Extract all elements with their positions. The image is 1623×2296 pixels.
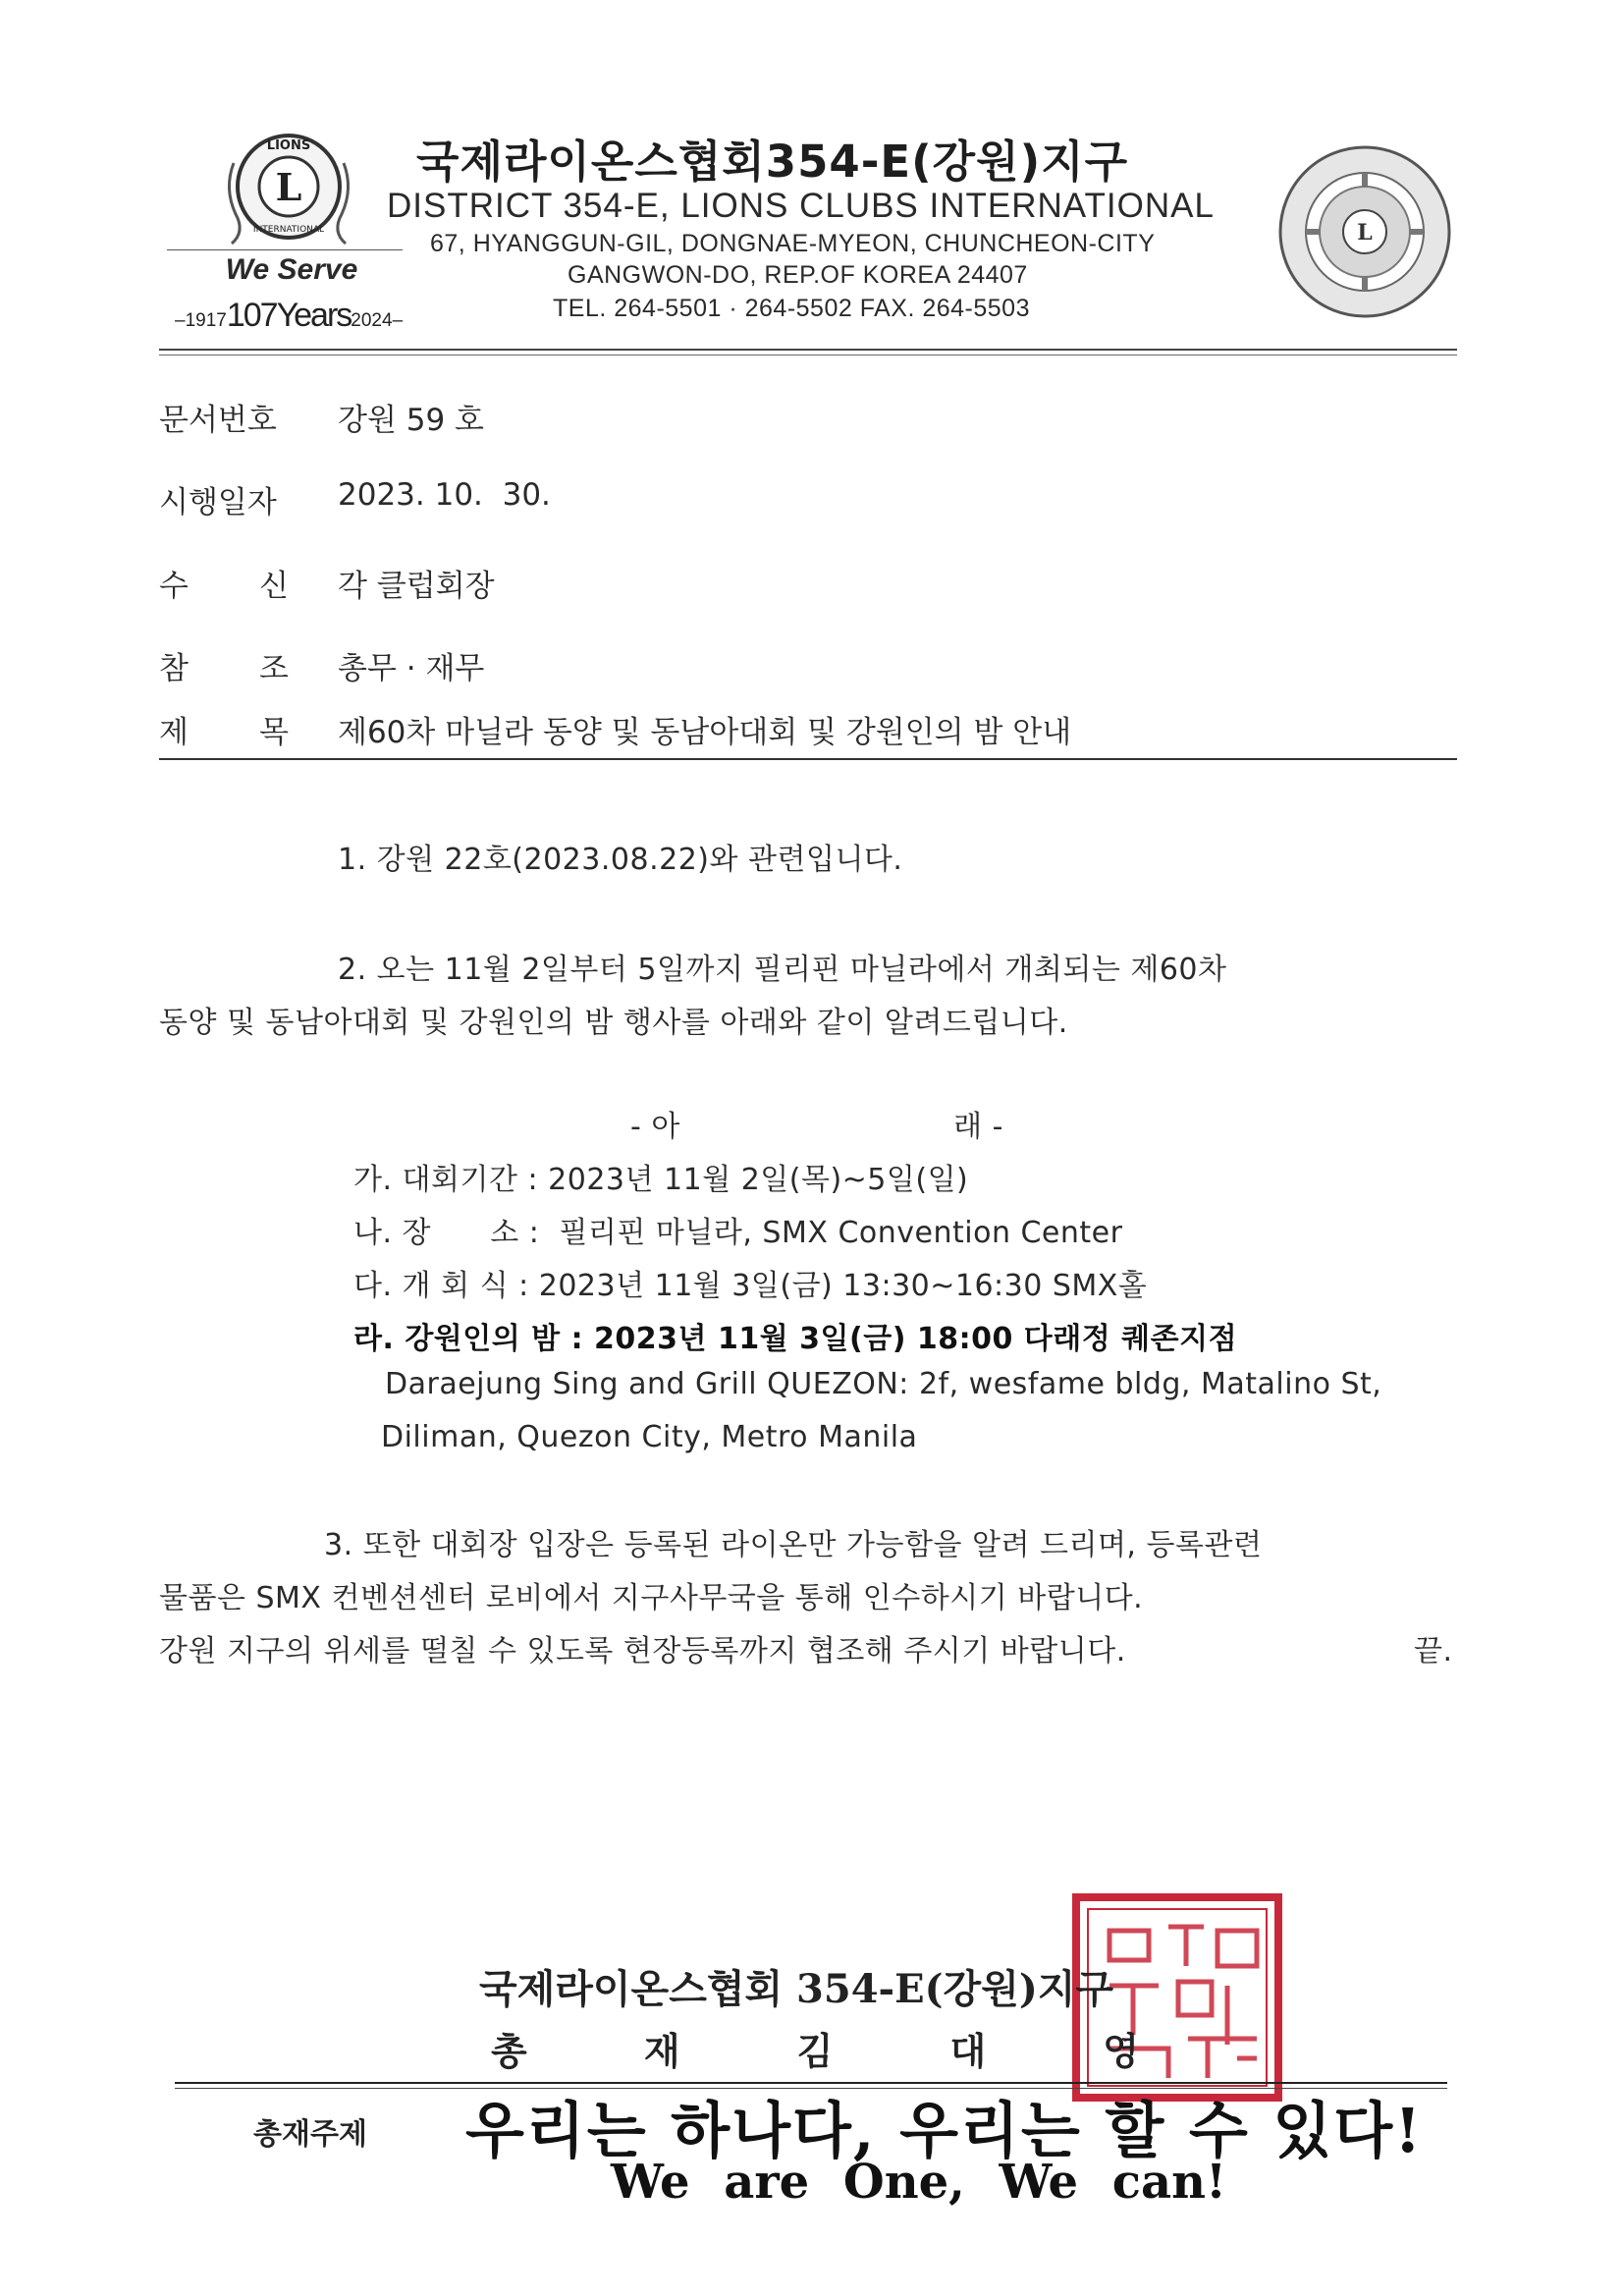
we-serve-divider (167, 249, 403, 250)
item-4-address-1: Daraejung Sing and Grill QUEZON: 2f, wesfame bldg, Matalino St, (385, 1367, 1382, 1401)
subject-label: 제 목 (159, 715, 289, 750)
address-line-1: 67, HYANGGUN-GIL, DONGNAE-MYEON, CHUNCHEON-CITY (430, 230, 1156, 257)
notice-heading: - 아 래 - (630, 1110, 1003, 1144)
item-gangwon-night: 라. 강원인의 밤 : 2023년 11월 3일(금) 18:00 다래정 퀘존지점 (353, 1322, 1238, 1356)
end-mark: 끝. (1414, 1634, 1453, 1668)
svg-text:L: L (275, 165, 302, 209)
issue-date-value: 2023. 10. 30. (338, 477, 551, 513)
subject-rule (159, 758, 1457, 760)
motto-english: We are One, We can! (611, 2155, 1227, 2210)
reference-label: 참 조 (159, 651, 289, 686)
paragraph-2-line-2: 동양 및 동남아대회 및 강원인의 밤 행사를 아래와 같이 알려드립니다. (159, 1006, 1068, 1040)
doc-number-value: 강원 59 호 (338, 403, 484, 438)
recipient-label: 수 신 (159, 569, 289, 604)
paragraph-2-line-1: 2. 오는 11월 2일부터 5일까지 필리핀 마닐라에서 개최되는 제60차 (338, 953, 1227, 987)
address-line-2: GANGWON-DO, REP.OF KOREA 24407 (568, 261, 1028, 289)
sender-organization: 국제라이온스협회 354-E(강원)지구 (479, 1966, 1114, 2012)
item-period: 가. 대회기간 : 2023년 11월 2일(목)~5일(일) (353, 1163, 969, 1197)
paragraph-3-line-3: 강원 지구의 위세를 떨칠 수 있도록 현장등록까지 협조해 주시기 바랍니다. (159, 1634, 1126, 1668)
item-4-address-2: Diliman, Quezon City, Metro Manila (381, 1420, 918, 1454)
paragraph-3-line-1: 3. 또한 대회장 입장은 등록된 라이온만 가능함을 알려 드리며, 등록관련 (324, 1528, 1263, 1562)
svg-text:INTERNATIONAL: INTERNATIONAL (252, 225, 325, 235)
contact-line: TEL. 264-5501 · 264-5502 FAX. 264-5503 (553, 295, 1030, 322)
lions-emblem-left (222, 124, 355, 251)
governor-name-line: 총 재 김 대 영 (491, 2029, 1139, 2073)
motto-label: 총재주제 (253, 2117, 367, 2152)
item-venue: 나. 장 소 : 필리핀 마닐라, SMX Convention Center (353, 1216, 1123, 1250)
district-emblem-right (1276, 143, 1453, 320)
header-rule-thick (159, 349, 1457, 351)
svg-text:LIONS: LIONS (266, 138, 311, 153)
org-name-korean: 국제라이온스협회354-E(강원)지구 (416, 136, 1129, 188)
we-serve-slogan: We Serve (225, 253, 358, 286)
subject-value: 제60차 마닐라 동양 및 동남아대회 및 강원인의 밤 안내 (338, 715, 1072, 750)
recipient-value: 각 클럽회장 (338, 569, 495, 604)
item-opening: 다. 개 회 식 : 2023년 11월 3일(금) 13:30~16:30 SMX홀 (353, 1269, 1148, 1303)
svg-text:L: L (1357, 220, 1373, 246)
org-name-english: DISTRICT 354-E, LIONS CLUBS INTERNATIONAL (387, 187, 1215, 225)
reference-value: 총무 · 재무 (338, 651, 485, 686)
paragraph-1: 1. 강원 22호(2023.08.22)와 관련입니다. (338, 843, 903, 877)
doc-number-label: 문서번호 (159, 403, 277, 438)
paragraph-3-line-2: 물품은 SMX 컨벤션센터 로비에서 지구사무국을 통해 인수하시기 바랍니다. (159, 1581, 1144, 1615)
issue-date-label: 시행일자 (159, 485, 277, 520)
motto-korean: 우리는 하나다, 우리는 할 수 있다! (465, 2095, 1424, 2166)
anniversary-years: –1917107Years2024– (175, 297, 404, 334)
